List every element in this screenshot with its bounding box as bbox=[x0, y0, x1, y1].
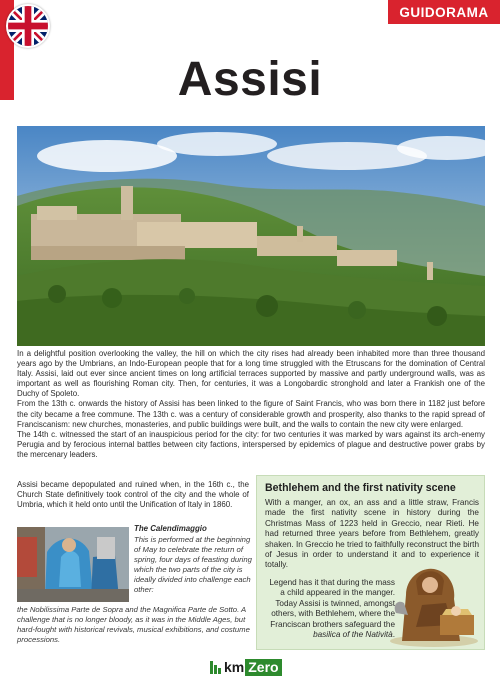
bethlehem-box-text: With a manger, an ox, an ass and a little straw, Francis made the first nativity scene in history during the Christmas Mass of 1223 held in Greccio, near Rieti. He had returned three years before from Bethlehem, greatly shaken. In Greccio he tried to faithfully reconstruct the birth of Jesus in order to understand it and to experience it totally. bbox=[265, 498, 479, 570]
saint-francis-nativity-illustration bbox=[386, 555, 482, 647]
left-column-paragraph: Assisi became depopulated and ruined when, in the 16th c., the Church State definitively took control of the city and the whole of Umbria, which it held onto until the Unification of Italy in 1860. bbox=[17, 480, 249, 510]
logo-zero-text: Zero bbox=[245, 659, 281, 676]
united-kingdom-flag-icon[interactable] bbox=[6, 4, 50, 48]
calendimaggio-photo bbox=[17, 527, 129, 602]
bethlehem-box-title: Bethlehem and the first nativity scene bbox=[265, 482, 456, 494]
logo-km-text: km bbox=[224, 659, 245, 675]
basilica-name: basilica of the Natività bbox=[313, 630, 393, 640]
bethlehem-info-box bbox=[256, 475, 485, 650]
calendimaggio-bottom-text: the Nobilissima Parte de Sopra and the Magnifica Parte de Sotto. A challenge that is no longer bloody, as it was in the Middle Ages, but hard-fought with historical revivals, musical exhibitions, and costume processions. bbox=[17, 605, 250, 644]
assisi-panorama-photo bbox=[17, 126, 485, 346]
calendimaggio-title: The Calendimaggio bbox=[134, 524, 207, 533]
page-title: Assisi bbox=[177, 53, 323, 106]
intro-paragraph: In a delightful position overlooking the valley, the hill on which the city rises had already been inhabited more than three thousand years ago by the Umbrians, an Indo-European people that for a long time struggled with the Etruscans for the domination of Central Italy. Assisi, laid out ever since ancient times on long artificial terraces supported by massive and partly underground walls, was as important as well as flourishing Roman city. Then, for centuries, it was a Longobardic stronghold and later a Frankish one of the Duchy of Spoleto. bbox=[17, 349, 485, 399]
legend-end: . bbox=[392, 630, 395, 640]
calendimaggio-side-text: This is performed at the beginning of May to celebrate the return of spring, four days of feasting during which the two parts of the city is ideally divided into challenge each other: bbox=[134, 535, 252, 594]
intro-paragraph: The 14th c. witnessed the start of an inauspicious period for the city: for two centuries it was marked by wars against its arch-enemy Perugia and by ferocious internal battles between city factions, interspersed by epidemics of plague and destructive power grabs by the mercenary leaders. bbox=[17, 429, 485, 459]
intro-paragraph: From the 13th c. onwards the history of Assisi has been linked to the figure of Saint Francis, who was born there in 1182 just before the city became a free commune. The 13th c. was a century of considerable growth and prosperity, also thanks to the rapid spread of Franciscanism: new churches, monasteries, and public buildings were built, and the walls to contain the new city were enlarged. bbox=[17, 399, 485, 429]
kmzero-logo bbox=[209, 657, 282, 677]
intro-text bbox=[17, 349, 485, 460]
legend-text: Legend has it that during the mass a child appeared in the manger. Today Assisi is twinned, amongst others, with Bethlehem, where the Franciscan brothers safeguard the bbox=[269, 578, 395, 629]
brand-label: GUIDORAMA bbox=[388, 0, 500, 24]
bethlehem-box-legend-text bbox=[265, 578, 395, 640]
kmzero-mark-icon bbox=[209, 659, 223, 675]
